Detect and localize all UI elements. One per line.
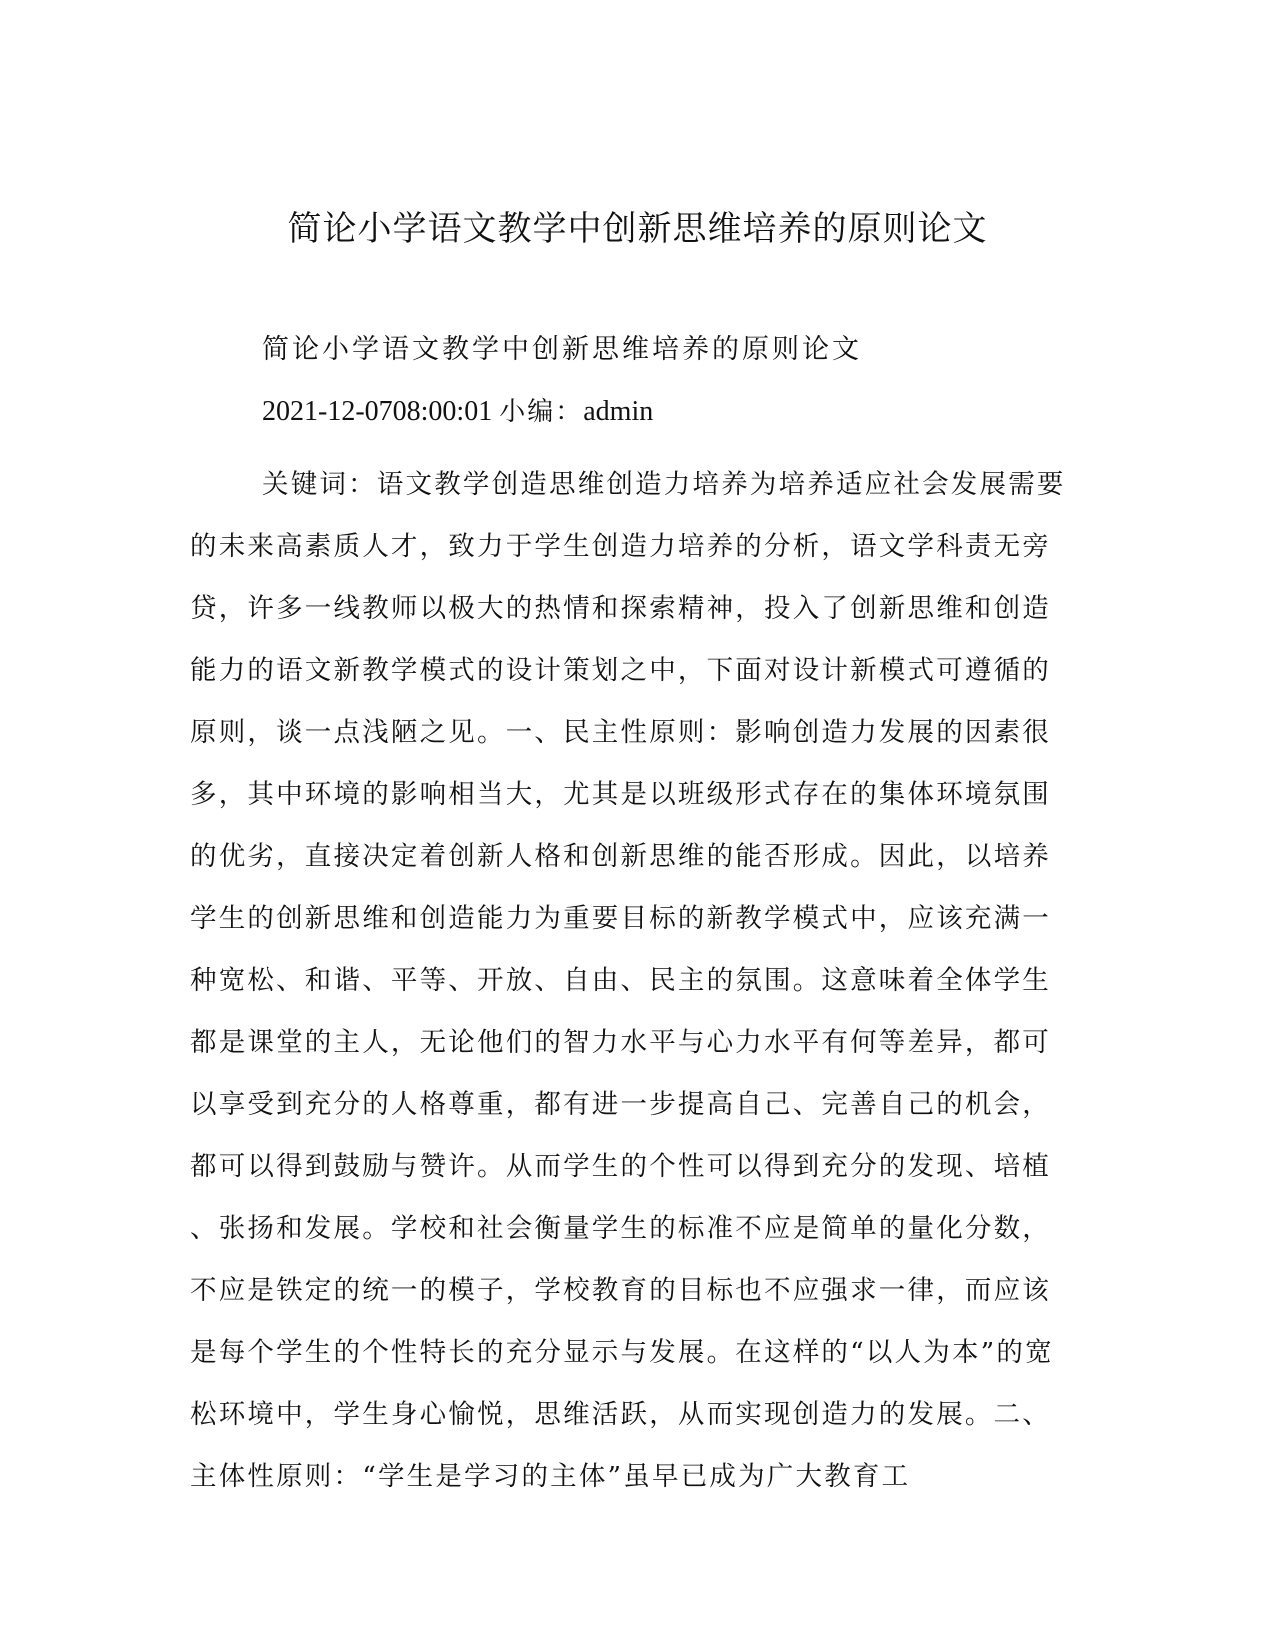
body-line: 原则，谈一点浅陋之见。一、民主性原则：影响创造力发展的因素很 bbox=[190, 717, 1051, 748]
body-line: 的未来高素质人才，致力于学生创造力培养的分析，语文学科责无旁 bbox=[190, 531, 1051, 562]
body-line: 贷，许多一线教师以极大的热情和探索精神，投入了创新思维和创造 bbox=[190, 593, 1051, 624]
body-line: 松环境中，学生身心愉悦，思维活跃，从而实现创造力的发展。二、 bbox=[190, 1399, 1051, 1430]
body-line: 多，其中环境的影响相当大，尤其是以班级形式存在的集体环境氛围 bbox=[190, 779, 1051, 810]
document-subtitle: 简论小学语文教学中创新思维培养的原则论文 bbox=[262, 334, 862, 365]
body-line: 都可以得到鼓励与赞许。从而学生的个性可以得到充分的发现、培植 bbox=[190, 1151, 1051, 1182]
body-line: 关键词：语文教学创造思维创造力培养为培养适应社会发展需要 bbox=[262, 469, 1066, 500]
body-line: 的优劣，直接决定着创新人格和创新思维的能否形成。因此，以培养 bbox=[190, 841, 1051, 872]
publish-date: 2021-12-0708:00:01 bbox=[262, 396, 493, 427]
body-line: 以享受到充分的人格尊重，都有进一步提高自己、完善自己的机会， bbox=[190, 1089, 1051, 1120]
body-line: 种宽松、和谐、平等、开放、自由、民主的氛围。这意味着全体学生 bbox=[190, 965, 1051, 996]
body-line: 能力的语文新教学模式的设计策划之中，下面对设计新模式可遵循的 bbox=[190, 655, 1051, 686]
body-line: 学生的创新思维和创造能力为重要目标的新教学模式中，应该充满一 bbox=[190, 903, 1051, 934]
body-line: 都是课堂的主人，无论他们的智力水平与心力水平有何等差异，都可 bbox=[190, 1027, 1051, 1058]
body-line: 、张扬和发展。学校和社会衡量学生的标准不应是简单的量化分数， bbox=[190, 1213, 1051, 1244]
body-line: 主体性原则：“学生是学习的主体”虽早已成为广大教育工 bbox=[190, 1461, 911, 1492]
document-meta bbox=[262, 392, 653, 432]
body-line: 是每个学生的个性特长的充分显示与发展。在这样的“以人为本”的宽 bbox=[190, 1337, 1054, 1368]
body-line: 不应是铁定的统一的模子，学校教育的目标也不应强求一律，而应该 bbox=[190, 1275, 1051, 1306]
author-name: admin bbox=[583, 396, 654, 427]
article-body bbox=[190, 454, 1070, 1508]
document-title: 简论小学语文教学中创新思维培养的原则论文 bbox=[287, 209, 988, 249]
author-label: 小编： bbox=[499, 397, 584, 427]
